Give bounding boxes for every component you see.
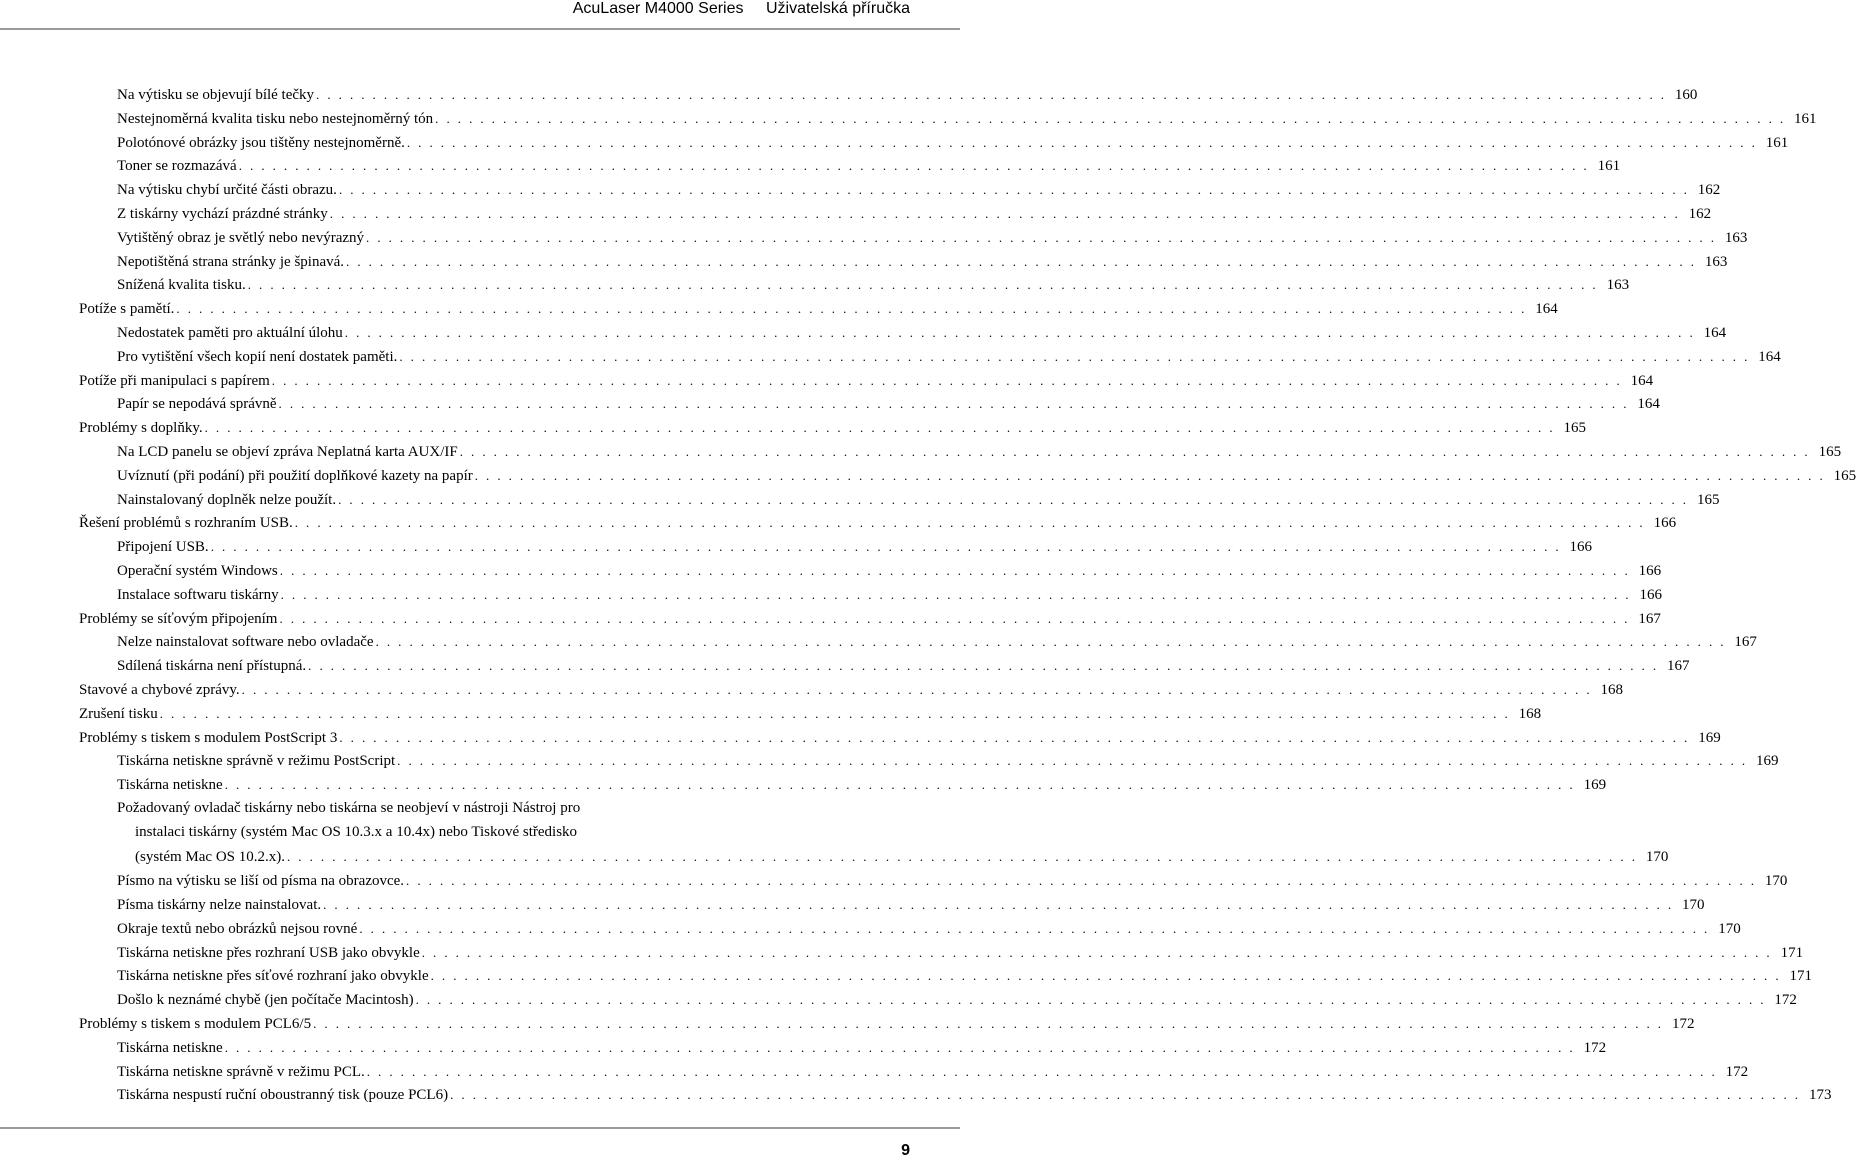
toc-entry-page: 170 [1718, 920, 1741, 937]
toc-entry[interactable] [79, 1083, 1832, 1107]
toc-entry[interactable] [79, 464, 1856, 488]
dot-leader: . . . . . . . . . . . . . . . . . . . . . . . . . . . . . . . . . . . . . . . . . . . . . . . . . . . . . . . . . . . . . . . . . . . . . . . . . . . . . . . . . . . . . . . . . . . . . . . . . . . . . . . . . . . . . . . . . . . . . . . . [338, 491, 1689, 507]
toc-entry[interactable] [79, 392, 1660, 416]
toc-entry-page: 164 [1535, 301, 1558, 318]
toc-entry-title: Zrušení tisku [79, 705, 158, 722]
toc-entry[interactable] [79, 250, 1728, 274]
toc-entry-title: Problémy se síťovým připojením [79, 610, 278, 627]
running-header [555, 0, 910, 18]
dot-leader: . . . . . . . . . . . . . . . . . . . . . . . . . . . . . . . . . . . . . . . . . . . . . . . . . . . . . . . . . . . . . . . . . . . . . . . . . . . . . . . . . . . . . . . . . . . . . . . . . . . . . . . . . . . . . . . . . . . . . . . . [316, 87, 1667, 102]
dot-leader: . . . . . . . . . . . . . . . . . . . . . . . . . . . . . . . . . . . . . . . . . . . . . . . . . . . . . . . . . . . . . . . . . . . . . . . . . . . . . . . . . . . . . . . . . . . . . . . . . . . . . . . . . . . . . . . . . . . . . . . . [406, 873, 1757, 889]
toc-entry-title-line: Požadovaný ovladač tiskárny nebo tiskárna se neobjeví v nástroji Nástroj pro [117, 799, 581, 816]
toc-entry-page: 163 [1606, 277, 1630, 294]
toc-entry[interactable] [79, 1012, 1695, 1036]
toc-entry-page: 172 [1725, 1063, 1749, 1080]
toc-entry-page: 166 [1569, 539, 1593, 556]
toc-entry[interactable] [79, 226, 1748, 250]
toc-entry[interactable] [79, 273, 1630, 297]
dot-leader: . . . . . . . . . . . . . . . . . . . . . . . . . . . . . . . . . . . . . . . . . . . . . . . . . . . . . . . . . . . . . . . . . . . . . . . . . . . . . . . . . . . . . . . . . . . . . . . . . . . . . . . . . . . . . . . . . . . . . . . . [313, 1016, 1664, 1032]
dot-leader: . . . . . . . . . . . . . . . . . . . . . . . . . . . . . . . . . . . . . . . . . . . . . . . . . . . . . . . . . . . . . . . . . . . . . . . . . . . . . . . . . . . . . . . . . . . . . . . . . . . . . . . . . . . . . . . . . . . . . . . . [210, 539, 1562, 555]
toc-entry-title: Písmo na výtisku se liší od písma na obrazovce. [117, 873, 405, 890]
toc-entry-title: Tiskárna netiskne přes síťové rozhraní jako obvykle [117, 968, 429, 985]
toc-entry-page: 163 [1704, 253, 1728, 270]
toc-entry[interactable] [79, 917, 1741, 941]
toc-entry-title: Na výtisku se objevují bílé tečky [117, 87, 315, 103]
dot-leader: . . . . . . . . . . . . . . . . . . . . . . . . . . . . . . . . . . . . . . . . . . . . . . . . . . . . . . . . . . . . . . . . . . . . . . . . . . . . . . . . . . . . . . . . . . . . . . . . . . . . . . . . . . . . . . . . . . . . . . . . [435, 110, 1786, 126]
toc-entry-page: 171 [1780, 944, 1804, 961]
toc-entry-title: Tiskárna netiskne [117, 777, 223, 794]
toc-entry-title: Tiskárna netiskne správně v režimu PostScript [117, 753, 396, 770]
dot-leader: . . . . . . . . . . . . . . . . . . . . . . . . . . . . . . . . . . . . . . . . . . . . . . . . . . . . . . . . . . . . . . . . . . . . . . . . . . . . . . . . . . . . . . . . . . . . . . . . . . . . . . . . . . . . . . . . . . . . . . . . [399, 348, 1750, 364]
toc-entry-title: Tiskárna netiskne přes rozhraní USB jako obvykle [117, 944, 420, 961]
dot-leader: . . . . . . . . . . . . . . . . . . . . . . . . . . . . . . . . . . . . . . . . . . . . . . . . . . . . . . . . . . . . . . . . . . . . . . . . . . . . . . . . . . . . . . . . . . . . . . . . . . . . . . . . . . . . . . . . . . . . . . . . [359, 920, 1710, 936]
toc-entry-title: Operační systém Windows [117, 562, 278, 579]
toc-entry-page: 164 [1637, 396, 1660, 413]
dot-leader: . . . . . . . . . . . . . . . . . . . . . . . . . . . . . . . . . . . . . . . . . . . . . . . . . . . . . . . . . . . . . . . . . . . . . . . . . . . . . . . . . . . . . . . . . . . . . . . . . . . . . . . . . . . . . . . . . . . . . . . . [159, 705, 1511, 721]
toc-entry-page: 161 [1765, 134, 1789, 151]
table-of-contents [79, 83, 1856, 1107]
toc-entry-page: 172 [1583, 1039, 1607, 1056]
toc-entry[interactable] [79, 964, 1812, 988]
toc-entry-page: 166 [1653, 515, 1677, 532]
dot-leader: . . . . . . . . . . . . . . . . . . . . . . . . . . . . . . . . . . . . . . . . . . . . . . . . . . . . . . . . . . . . . . . . . . . . . . . . . . . . . . . . . . . . . . . . . . . . . . . . . . . . . . . . . . . . . . . . . . . . . . . . [397, 753, 1748, 769]
toc-entry[interactable] [79, 702, 1542, 726]
toc-entry[interactable] [79, 583, 1662, 607]
toc-entry[interactable] [79, 1060, 1749, 1084]
toc-entry[interactable] [79, 131, 1789, 155]
dot-leader: . . . . . . . . . . . . . . . . . . . . . . . . . . . . . . . . . . . . . . . . . . . . . . . . . . . . . . . . . . . . . . . . . . . . . . . . . . . . . . . . . . . . . . . . . . . . . . . . . . . . . . . . . . . . . . . . . . . . . . . . [459, 443, 1811, 459]
toc-entry[interactable] [79, 726, 1721, 750]
toc-entry-page: 168 [1600, 681, 1623, 698]
toc-entry-page: 169 [1583, 777, 1607, 794]
toc-entry[interactable] [79, 511, 1677, 535]
dot-leader: . . . . . . . . . . . . . . . . . . . . . . . . . . . . . . . . . . . . . . . . . . . . . . . . . . . . . . . . . . . . . . . . . . . . . . . . . . . . . . . . . . . . . . . . . . . . . . . . . . . . . . . . . . . . . . . . . . . . . . . . [241, 681, 1592, 697]
toc-entry-title: Potíže při manipulaci s papírem [79, 372, 270, 389]
dot-leader: . . . . . . . . . . . . . . . . . . . . . . . . . . . . . . . . . . . . . . . . . . . . . . . . . . . . . . . . . . . . . . . . . . . . . . . . . . . . . . . . . . . . . . . . . . . . . . . . . . . . . . . . . . . . . . . . . . . . . . . . [474, 467, 1826, 483]
toc-entry-page: 160 [1674, 87, 1698, 103]
dot-leader: . . . . . . . . . . . . . . . . . . . . . . . . . . . . . . . . . . . . . . . . . . . . . . . . . . . . . . . . . . . . . . . . . . . . . . . . . . . . . . . . . . . . . . . . . . . . . . . . . . . . . . . . . . . . . . . . . . . . . . . . [421, 944, 1773, 960]
toc-entry-page: 170 [1681, 897, 1705, 914]
toc-entry-page: 163 [1724, 229, 1748, 246]
toc-entry[interactable] [79, 654, 1690, 678]
toc-entry-page: 171 [1789, 968, 1812, 985]
toc-entry-page: 165 [1818, 443, 1842, 460]
dot-leader: . . . . . . . . . . . . . . . . . . . . . . . . . . . . . . . . . . . . . . . . . . . . . . . . . . . . . . . . . . . . . . . . . . . . . . . . . . . . . . . . . . . . . . . . . . . . . . . . . . . . . . . . . . . . . . . . . . . . . . . . [204, 420, 1555, 436]
dot-leader: . . . . . . . . . . . . . . . . . . . . . . . . . . . . . . . . . . . . . . . . . . . . . . . . . . . . . . . . . . . . . . . . . . . . . . . . . . . . . . . . . . . . . . . . . . . . . . . . . . . . . . . . . . . . . . . . . . . . . . . . [375, 634, 1726, 650]
toc-entry-title: Písma tiskárny nelze nainstalovat. [117, 897, 322, 914]
toc-entry-title: Tiskárna nespustí ruční oboustranný tisk (pouze PCL6) [117, 1087, 449, 1104]
toc-entry-page: 170 [1764, 873, 1788, 890]
toc-entry[interactable] [79, 535, 1593, 559]
dot-leader: . . . . . . . . . . . . . . . . . . . . . . . . . . . . . . . . . . . . . . . . . . . . . . . . . . . . . . . . . . . . . . . . . . . . . . . . . . . . . . . . . . . . . . . . . . . . . . . . . . . . . . . . . . . . . . . . . . . . . . . . [238, 158, 1590, 174]
toc-entry[interactable] [79, 630, 1757, 654]
toc-entry-page: 161 [1597, 158, 1621, 175]
dot-leader: . . . . . . . . . . . . . . . . . . . . . . . . . . . . . . . . . . . . . . . . . . . . . . . . . . . . . . . . . . . . . . . . . . . . . . . . . . . . . . . . . . . . . . . . . . . . . . . . . . . . . . . . . . . . . . . . . . . . . . . . [366, 1063, 1718, 1079]
toc-entry[interactable] [79, 988, 1797, 1012]
toc-entry[interactable] [79, 369, 1654, 393]
toc-entry[interactable] [79, 607, 1661, 631]
dot-leader: . . . . . . . . . . . . . . . . . . . . . . . . . . . . . . . . . . . . . . . . . . . . . . . . . . . . . . . . . . . . . . . . . . . . . . . . . . . . . . . . . . . . . . . . . . . . . . . . . . . . . . . . . . . . . . . . . . . . . . . . [279, 562, 1631, 578]
toc-entry[interactable] [79, 797, 1669, 869]
toc-entry-page: 165 [1563, 420, 1586, 437]
toc-entry-page: 165 [1696, 491, 1720, 508]
dot-leader: . . . . . . . . . . . . . . . . . . . . . . . . . . . . . . . . . . . . . . . . . . . . . . . . . . . . . . . . . . . . . . . . . . . . . . . . . . . . . . . . . . . . . . . . . . . . . . . . . . . . . . . . . . . . . . . . . . . . . . . . [247, 277, 1599, 293]
toc-entry-title: Polotónové obrázky jsou tištěny nestejnoměrně. [117, 134, 405, 151]
toc-entry-title: Připojení USB. [117, 539, 209, 556]
dot-leader: . . . . . . . . . . . . . . . . . . . . . . . . . . . . . . . . . . . . . . . . . . . . . . . . . . . . . . . . . . . . . . . . . . . . . . . . . . . . . . . . . . . . . . . . . . . . . . . . . . . . . . . . . . . . . . . . . . . . . . . . [287, 848, 1638, 864]
dot-leader: . . . . . . . . . . . . . . . . . . . . . . . . . . . . . . . . . . . . . . . . . . . . . . . . . . . . . . . . . . . . . . . . . . . . . . . . . . . . . . . . . . . . . . . . . . . . . . . . . . . . . . . . . . . . . . . . . . . . . . . . [294, 515, 1646, 531]
toc-entry[interactable] [79, 416, 1586, 440]
toc-entry[interactable] [79, 1036, 1607, 1060]
header-guide-title: Uživatelská příručka [765, 0, 910, 17]
dot-leader: . . . . . . . . . . . . . . . . . . . . . . . . . . . . . . . . . . . . . . . . . . . . . . . . . . . . . . . . . . . . . . . . . . . . . . . . . . . . . . . . . . . . . . . . . . . . . . . . . . . . . . . . . . . . . . . . . . . . . . . . [344, 324, 1696, 340]
toc-entry-title: Problémy s doplňky. [79, 420, 203, 437]
dot-leader: . . . . . . . . . . . . . . . . . . . . . . . . . . . . . . . . . . . . . . . . . . . . . . . . . . . . . . . . . . . . . . . . . . . . . . . . . . . . . . . . . . . . . . . . . . . . . . . . . . . . . . . . . . . . . . . . . . . . . . . . [279, 610, 1630, 626]
toc-entry-title: Toner se rozmazává [117, 158, 237, 175]
toc-entry[interactable] [79, 83, 1698, 107]
toc-entry-page: 164 [1758, 348, 1781, 365]
toc-entry-title: Sdílená tiskárna není přístupná. [117, 658, 307, 675]
header-divider [0, 28, 960, 30]
toc-entry[interactable] [79, 107, 1817, 131]
dot-leader: . . . . . . . . . . . . . . . . . . . . . . . . . . . . . . . . . . . . . . . . . . . . . . . . . . . . . . . . . . . . . . . . . . . . . . . . . . . . . . . . . . . . . . . . . . . . . . . . . . . . . . . . . . . . . . . . . . . . . . . . [224, 1039, 1576, 1055]
toc-entry-page: 167 [1667, 658, 1690, 675]
toc-entry-title: Nestejnoměrná kvalita tisku nebo nestejnoměrný tón [117, 110, 434, 127]
dot-leader: . . . . . . . . . . . . . . . . . . . . . . . . . . . . . . . . . . . . . . . . . . . . . . . . . . . . . . . . . . . . . . . . . . . . . . . . . . . . . . . . . . . . . . . . . . . . . . . . . . . . . . . . . . . . . . . . . . . . . . . . [271, 372, 1623, 388]
toc-entry-page: 164 [1630, 372, 1654, 389]
dot-leader: . . . . . . . . . . . . . . . . . . . . . . . . . . . . . . . . . . . . . . . . . . . . . . . . . . . . . . . . . . . . . . . . . . . . . . . . . . . . . . . . . . . . . . . . . . . . . . . . . . . . . . . . . . . . . . . . . . . . . . . . [366, 229, 1717, 245]
toc-entry-page: 166 [1638, 562, 1662, 579]
toc-entry-title: Tiskárna netiskne [117, 1039, 223, 1056]
dot-leader: . . . . . . . . . . . . . . . . . . . . . . . . . . . . . . . . . . . . . . . . . . . . . . . . . . . . . . . . . . . . . . . . . . . . . . . . . . . . . . . . . . . . . . . . . . . . . . . . . . . . . . . . . . . . . . . . . . . . . . . . [415, 992, 1766, 1008]
toc-entry-page: 167 [1638, 610, 1661, 627]
toc-entry-title: Problémy s tiskem s modulem PostScript 3 [79, 729, 338, 746]
toc-entry[interactable] [79, 893, 1705, 917]
toc-entry[interactable] [79, 178, 1721, 202]
toc-entry[interactable] [79, 297, 1558, 321]
toc-entry-title: Nainstalovaný doplněk nelze použít. [117, 491, 337, 508]
toc-entry[interactable] [79, 678, 1623, 702]
toc-entry[interactable] [79, 202, 1712, 226]
page-number: 9 [901, 1142, 910, 1159]
toc-entry-title: Uvíznutí (při podání) při použití doplňkové kazety na papír [117, 467, 473, 484]
toc-entry-page: 166 [1639, 586, 1662, 603]
toc-entry-title: Řešení problémů s rozhraním USB. [79, 515, 293, 532]
toc-entry-title: Papír se nepodává správně [117, 396, 277, 413]
toc-entry-title: Na LCD panelu se objeví zpráva Neplatná karta AUX/IF [117, 443, 458, 460]
toc-entry-page: 167 [1734, 634, 1757, 651]
dot-leader: . . . . . . . . . . . . . . . . . . . . . . . . . . . . . . . . . . . . . . . . . . . . . . . . . . . . . . . . . . . . . . . . . . . . . . . . . . . . . . . . . . . . . . . . . . . . . . . . . . . . . . . . . . . . . . . . . . . . . . . . [406, 134, 1758, 150]
toc-entry-title: Došlo k neznámé chybě (jen počítače Macintosh) [117, 992, 414, 1009]
header-product-title: AcuLaser M4000 Series [572, 0, 744, 17]
toc-entry-page: 173 [1808, 1087, 1832, 1104]
dot-leader: . . . . . . . . . . . . . . . . . . . . . . . . . . . . . . . . . . . . . . . . . . . . . . . . . . . . . . . . . . . . . . . . . . . . . . . . . . . . . . . . . . . . . . . . . . . . . . . . . . . . . . . . . . . . . . . . . . . . . . . . [280, 586, 1631, 602]
toc-entry-title-line: (systém Mac OS 10.2.x). [135, 848, 285, 865]
toc-entry-page: 170 [1645, 848, 1669, 865]
dot-leader: . . . . . . . . . . . . . . . . . . . . . . . . . . . . . . . . . . . . . . . . . . . . . . . . . . . . . . . . . . . . . . . . . . . . . . . . . . . . . . . . . . . . . . . . . . . . . . . . . . . . . . . . . . . . . . . . . . . . . . . . [450, 1087, 1801, 1103]
dot-leader: . . . . . . . . . . . . . . . . . . . . . . . . . . . . . . . . . . . . . . . . . . . . . . . . . . . . . . . . . . . . . . . . . . . . . . . . . . . . . . . . . . . . . . . . . . . . . . . . . . . . . . . . . . . . . . . . . . . . . . . . [338, 182, 1690, 198]
dot-leader: . . . . . . . . . . . . . . . . . . . . . . . . . . . . . . . . . . . . . . . . . . . . . . . . . . . . . . . . . . . . . . . . . . . . . . . . . . . . . . . . . . . . . . . . . . . . . . . . . . . . . . . . . . . . . . . . . . . . . . . . [323, 897, 1674, 913]
toc-entry-page: 172 [1774, 992, 1797, 1009]
toc-entry-title: Nepotištěná strana stránky je špinavá. [117, 253, 345, 270]
toc-entry-title: Pro vytištění všech kopií není dostatek paměti. [117, 348, 398, 365]
toc-entry-title: Na výtisku chybí určité části obrazu. [117, 182, 337, 199]
toc-entry-page: 162 [1688, 205, 1712, 222]
dot-leader: . . . . . . . . . . . . . . . . . . . . . . . . . . . . . . . . . . . . . . . . . . . . . . . . . . . . . . . . . . . . . . . . . . . . . . . . . . . . . . . . . . . . . . . . . . . . . . . . . . . . . . . . . . . . . . . . . . . . . . . . [278, 396, 1629, 412]
dot-leader: . . . . . . . . . . . . . . . . . . . . . . . . . . . . . . . . . . . . . . . . . . . . . . . . . . . . . . . . . . . . . . . . . . . . . . . . . . . . . . . . . . . . . . . . . . . . . . . . . . . . . . . . . . . . . . . . . . . . . . . . [329, 205, 1681, 221]
dot-leader: . . . . . . . . . . . . . . . . . . . . . . . . . . . . . . . . . . . . . . . . . . . . . . . . . . . . . . . . . . . . . . . . . . . . . . . . . . . . . . . . . . . . . . . . . . . . . . . . . . . . . . . . . . . . . . . . . . . . . . . . [308, 658, 1659, 674]
toc-entry-title-line: instalaci tiskárny (systém Mac OS 10.3.x a 10.4x) nebo Tiskové středisko [135, 823, 578, 840]
toc-entry-page: 165 [1833, 467, 1856, 484]
toc-entry-page: 168 [1518, 705, 1542, 722]
dot-leader: . . . . . . . . . . . . . . . . . . . . . . . . . . . . . . . . . . . . . . . . . . . . . . . . . . . . . . . . . . . . . . . . . . . . . . . . . . . . . . . . . . . . . . . . . . . . . . . . . . . . . . . . . . . . . . . . . . . . . . . . [430, 968, 1781, 984]
footer-divider [0, 1127, 960, 1129]
toc-entry-title: Tiskárna netiskne správně v režimu PCL. [117, 1063, 365, 1080]
toc-entry-title: Stavové a chybové zprávy. [79, 681, 240, 698]
toc-entry-title: Problémy s tiskem s modulem PCL6/5 [79, 1016, 312, 1033]
toc-entry[interactable] [79, 154, 1621, 178]
toc-entry-title: Nelze nainstalovat software nebo ovladače [117, 634, 374, 651]
dot-leader: . . . . . . . . . . . . . . . . . . . . . . . . . . . . . . . . . . . . . . . . . . . . . . . . . . . . . . . . . . . . . . . . . . . . . . . . . . . . . . . . . . . . . . . . . . . . . . . . . . . . . . . . . . . . . . . . . . . . . . . . [339, 729, 1690, 745]
toc-entry[interactable] [79, 869, 1788, 893]
toc-entry[interactable] [79, 321, 1727, 345]
dot-leader: . . . . . . . . . . . . . . . . . . . . . . . . . . . . . . . . . . . . . . . . . . . . . . . . . . . . . . . . . . . . . . . . . . . . . . . . . . . . . . . . . . . . . . . . . . . . . . . . . . . . . . . . . . . . . . . . . . . . . . . . [224, 777, 1576, 793]
toc-entry-page: 172 [1671, 1016, 1695, 1033]
toc-entry-page: 169 [1756, 753, 1779, 770]
toc-entry-title: Instalace softwaru tiskárny [117, 586, 279, 603]
dot-leader: . . . . . . . . . . . . . . . . . . . . . . . . . . . . . . . . . . . . . . . . . . . . . . . . . . . . . . . . . . . . . . . . . . . . . . . . . . . . . . . . . . . . . . . . . . . . . . . . . . . . . . . . . . . . . . . . . . . . . . . . [346, 253, 1697, 269]
toc-entry[interactable] [79, 488, 1720, 512]
toc-entry[interactable] [79, 773, 1607, 797]
toc-entry-title: Nedostatek paměti pro aktuální úlohu [117, 324, 343, 341]
toc-entry-page: 164 [1703, 324, 1727, 341]
toc-entry[interactable] [79, 440, 1842, 464]
dot-leader: . . . . . . . . . . . . . . . . . . . . . . . . . . . . . . . . . . . . . . . . . . . . . . . . . . . . . . . . . . . . . . . . . . . . . . . . . . . . . . . . . . . . . . . . . . . . . . . . . . . . . . . . . . . . . . . . . . . . . . . . [176, 301, 1527, 317]
toc-entry-title: Potíže s pamětí. [79, 301, 175, 318]
toc-entry-page: 161 [1794, 110, 1817, 127]
toc-entry[interactable] [79, 345, 1781, 369]
toc-entry-page: 162 [1697, 182, 1721, 199]
toc-entry-title: Z tiskárny vychází prázdné stránky [117, 205, 328, 222]
toc-entry-page: 169 [1698, 729, 1721, 746]
toc-entry-title: Okraje textů nebo obrázků nejsou rovné [117, 920, 358, 937]
toc-entry-title: Vytištěný obraz je světlý nebo nevýrazný [117, 229, 365, 246]
toc-entry[interactable] [79, 559, 1662, 583]
toc-entry[interactable] [79, 941, 1804, 965]
toc-entry-title: Snížená kvalita tisku. [117, 277, 246, 294]
toc-entry[interactable] [79, 749, 1779, 773]
